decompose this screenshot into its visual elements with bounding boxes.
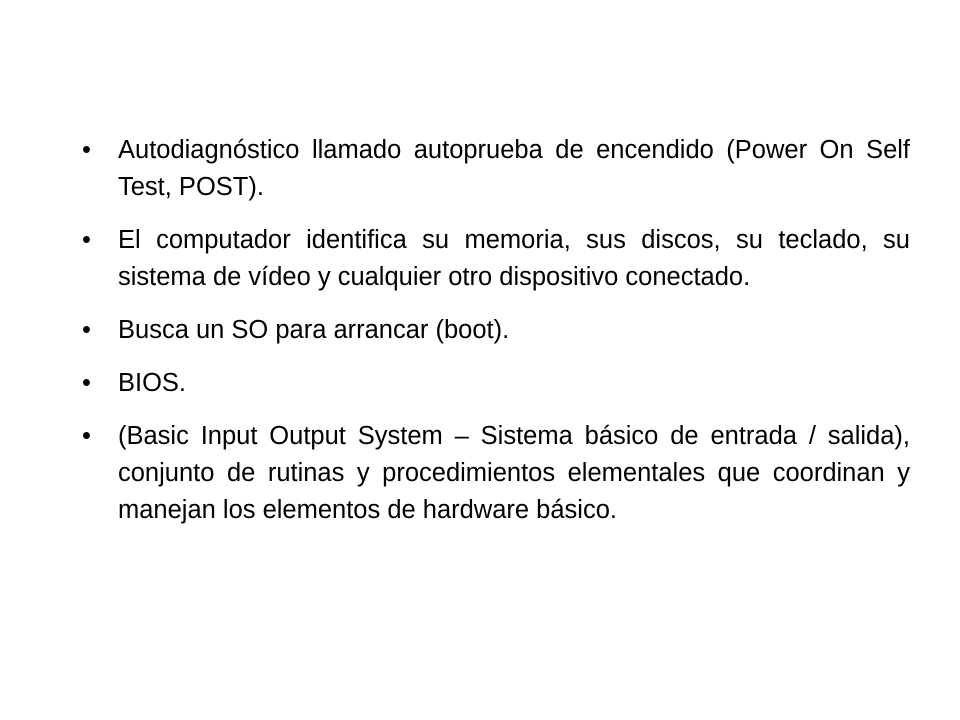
bullet-text: BIOS. [118,369,187,397]
bullet-item-boot [82,312,910,349]
bullet-icon: • [82,369,91,397]
bullet-text: El computador identifica su memoria, sus discos, su teclado, su sistema de vídeo y cualquier otro dispositivo conectado. [118,226,910,291]
bullet-icon: • [82,422,91,450]
bullet-item-bios-definition [82,418,910,529]
bullet-item-identify-devices [82,222,910,296]
bullet-icon: • [82,226,91,254]
bullet-icon: • [82,316,91,344]
bullet-item-post [82,132,910,206]
bullet-item-bios [82,365,910,402]
bullet-text: Autodiagnóstico llamado autoprueba de encendido (Power On Self Test, POST). [118,136,910,201]
bullet-text: (Basic Input Output System – Sistema básico de entrada / salida), conjunto de rutinas y procedimientos elementales que coordinan y manejan los elementos de hardware básico. [118,422,910,524]
bullet-list [82,132,910,545]
bullet-icon: • [82,136,91,164]
bullet-text: Busca un SO para arrancar (boot). [118,316,510,344]
